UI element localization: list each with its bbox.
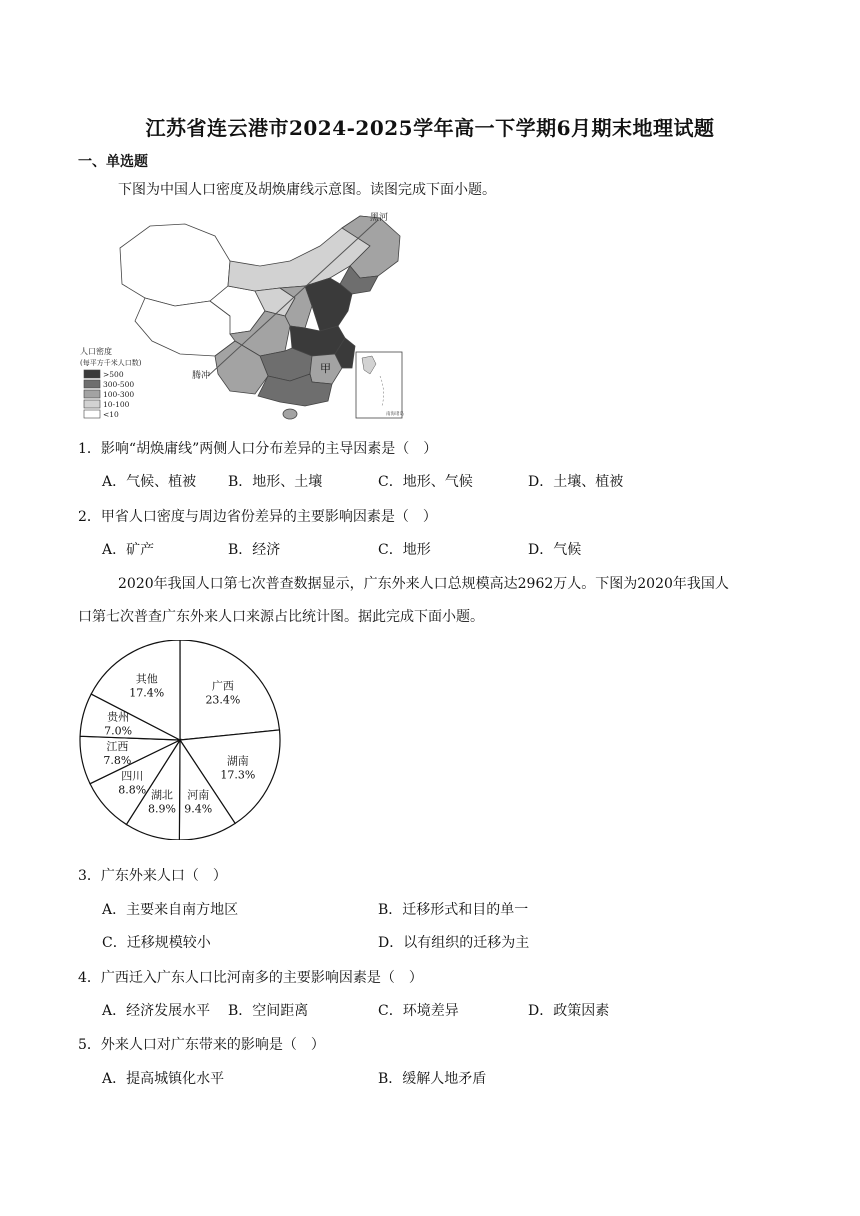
inset-label: 南海诸岛 — [386, 412, 404, 417]
legend-swatch — [84, 400, 100, 408]
q1-option-a: A．气候、植被 — [102, 474, 197, 490]
document-title: 江苏省连云港市2024-2025学年高一下学期6月期末地理试题 — [145, 116, 715, 140]
q4-option-d: D．政策因素 — [528, 1003, 610, 1019]
region-xinjiang — [120, 224, 230, 306]
legend-subtitle: (每平方千米人口数) — [80, 359, 142, 367]
q2-option-d: D．气候 — [528, 542, 582, 558]
pie-value-label: 7.8% — [103, 754, 132, 768]
q5-stem: 5．外来人口对广东带来的影响是（ ） — [78, 1037, 325, 1053]
q3-option-c: C．迁移规模较小 — [102, 935, 211, 951]
legend-label: 300-500 — [103, 380, 135, 389]
pie-label: 湖南 — [226, 754, 249, 768]
label-jia: 甲 — [320, 362, 331, 375]
q1-option-d: D．土壤、植被 — [528, 474, 624, 490]
legend-swatch — [84, 380, 100, 388]
pie-label: 江西 — [106, 740, 129, 754]
china-population-map — [80, 206, 410, 426]
legend-label: 10-100 — [103, 400, 130, 409]
pie-label: 湖北 — [150, 788, 173, 802]
q1-option-c: C．地形、气候 — [378, 474, 473, 490]
passage2-line1: 2020年我国人口第七次普查数据显示，广东外来人口总规模高达2962万人。下图为2020年我国人 — [118, 576, 729, 592]
legend-label: <10 — [103, 410, 119, 419]
q3-option-a: A．主要来自南方地区 — [102, 902, 239, 918]
q3-option-b: B．迁移形式和目的单一 — [378, 902, 529, 918]
label-heihe: 黑河 — [370, 213, 389, 223]
q4-stem: 4．广西迁入广东人口比河南多的主要影响因素是（ ） — [78, 970, 423, 986]
q2-option-a: A．矿产 — [102, 542, 155, 558]
legend-swatch — [84, 370, 100, 378]
q2-option-c: C．地形 — [378, 542, 431, 558]
q4-option-c: C．环境差异 — [378, 1003, 459, 1019]
pie-value-label: 17.4% — [129, 686, 165, 700]
map-svg — [80, 206, 410, 426]
q3-stem: 3．广东外来人口（ ） — [78, 868, 227, 884]
pie-value-label: 17.3% — [220, 768, 256, 782]
pie-label: 广西 — [211, 679, 234, 693]
label-tengchong: 腾冲 — [192, 371, 211, 381]
q5-option-b: B．缓解人地矛盾 — [378, 1071, 487, 1087]
pie-label: 河南 — [187, 788, 210, 802]
pie-value-label: 8.9% — [147, 802, 176, 816]
legend-swatch — [84, 390, 100, 398]
q1-option-b: B．地形、土壤 — [228, 474, 323, 490]
pie-label: 四川 — [121, 769, 144, 783]
pie-value-label: 7.0% — [104, 724, 133, 738]
legend-swatch — [84, 410, 100, 418]
passage1-intro: 下图为中国人口密度及胡焕庸线示意图。读图完成下面小题。 — [118, 182, 496, 198]
pie-label: 贵州 — [107, 710, 130, 724]
pie-svg — [76, 640, 286, 840]
q5-option-a: A．提高城镇化水平 — [102, 1071, 225, 1087]
map-legend — [80, 346, 142, 419]
legend-title: 人口密度 — [80, 347, 112, 356]
pie-value-label: 8.8% — [118, 783, 147, 797]
legend-label: 100-300 — [103, 390, 135, 399]
q3-option-d: D．以有组织的迁移为主 — [378, 935, 530, 951]
passage2-line2: 口第七次普查广东外来人口来源占比统计图。据此完成下面小题。 — [78, 609, 484, 625]
q2-option-b: B．经济 — [228, 542, 281, 558]
section-heading: 一、单选题 — [78, 154, 148, 170]
pie-value-label: 9.4% — [184, 802, 213, 816]
legend-label: >500 — [103, 370, 124, 379]
q2-stem: 2．甲省人口密度与周边省份差异的主要影响因素是（ ） — [78, 509, 437, 525]
pie-chart — [76, 640, 286, 840]
pie-value-label: 23.4% — [205, 693, 241, 707]
pie-label: 其他 — [135, 672, 158, 686]
q4-option-a: A．经济发展水平 — [102, 1003, 211, 1019]
q1-stem: 1．影响“胡焕庸线”两侧人口分布差异的主导因素是（ ） — [78, 441, 438, 457]
q4-option-b: B．空间距离 — [228, 1003, 309, 1019]
region-hainan — [283, 409, 297, 419]
